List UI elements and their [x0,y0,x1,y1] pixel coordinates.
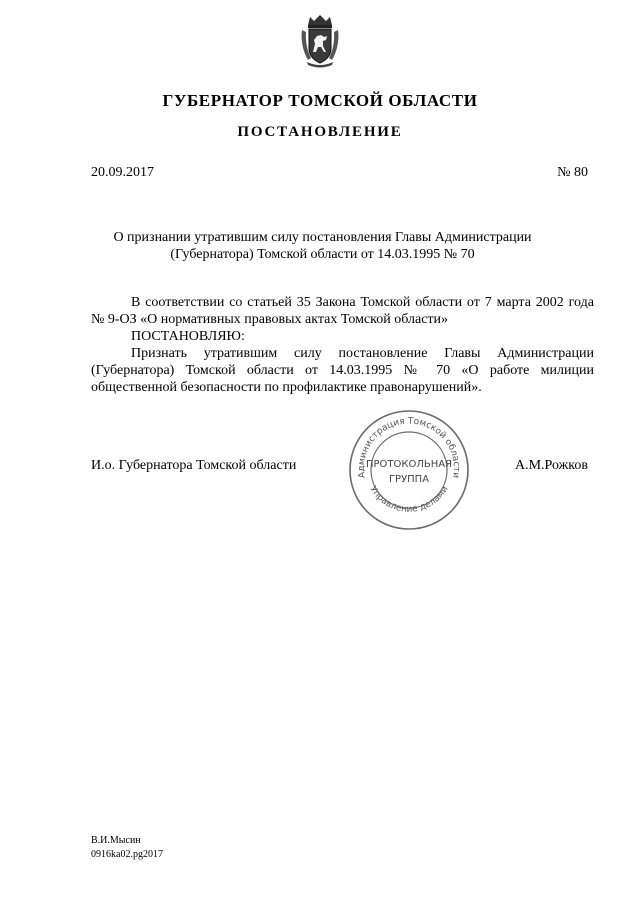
stamp-inner-line-1: ПРОТОКОЛЬНАЯ [365,459,453,470]
body-paragraph-ruling: Признать утратившим силу постановление Главы Администрации (Губернатора) Томской области от 14.03.1995 № 70 «О работе милиции общественной безопасности по профилактике правонарушений». [91,346,594,395]
footer-file-code: 0916ka02.pg2017 [91,849,163,860]
document-number: № 80 [557,165,588,180]
document-subject [95,229,550,263]
svg-text:Управление делами [367,484,450,514]
document-body [91,294,594,396]
subject-line-1: О признании утратившим силу постановления Главы Администрации [113,230,532,245]
protocol-group-stamp [347,408,471,532]
tomsk-coat-of-arms-icon [299,14,341,68]
subject-line-2: (Губернатора) Томской области от 14.03.1995 № 70 [170,247,475,262]
signatory-name: А.М.Рожков [514,458,588,473]
document-type: ПОСТАНОВЛЕНИЕ [237,124,403,140]
document-date: 20.09.2017 [91,165,154,180]
body-paragraph-basis: В соответствии со статьей 35 Закона Томской области от 7 марта 2002 года № 9-ОЗ «О нормативных правовых актах Томской области» [91,295,594,327]
stamp-inner-line-2: ГРУППА [388,474,430,485]
stamp-outer-top-text: Администрация Томской области [356,416,462,479]
footer-author: В.И.Мысин [91,835,141,846]
org-title: ГУБЕРНАТОР ТОМСКОЙ ОБЛАСТИ [162,91,478,110]
body-paragraph-decree: ПОСТАНОВЛЯЮ: [131,329,245,344]
document-footer [91,834,163,862]
signatory-role: И.о. Губернатора Томской области [91,458,297,473]
stamp-outer-bottom-text: Управление делами [367,484,451,515]
